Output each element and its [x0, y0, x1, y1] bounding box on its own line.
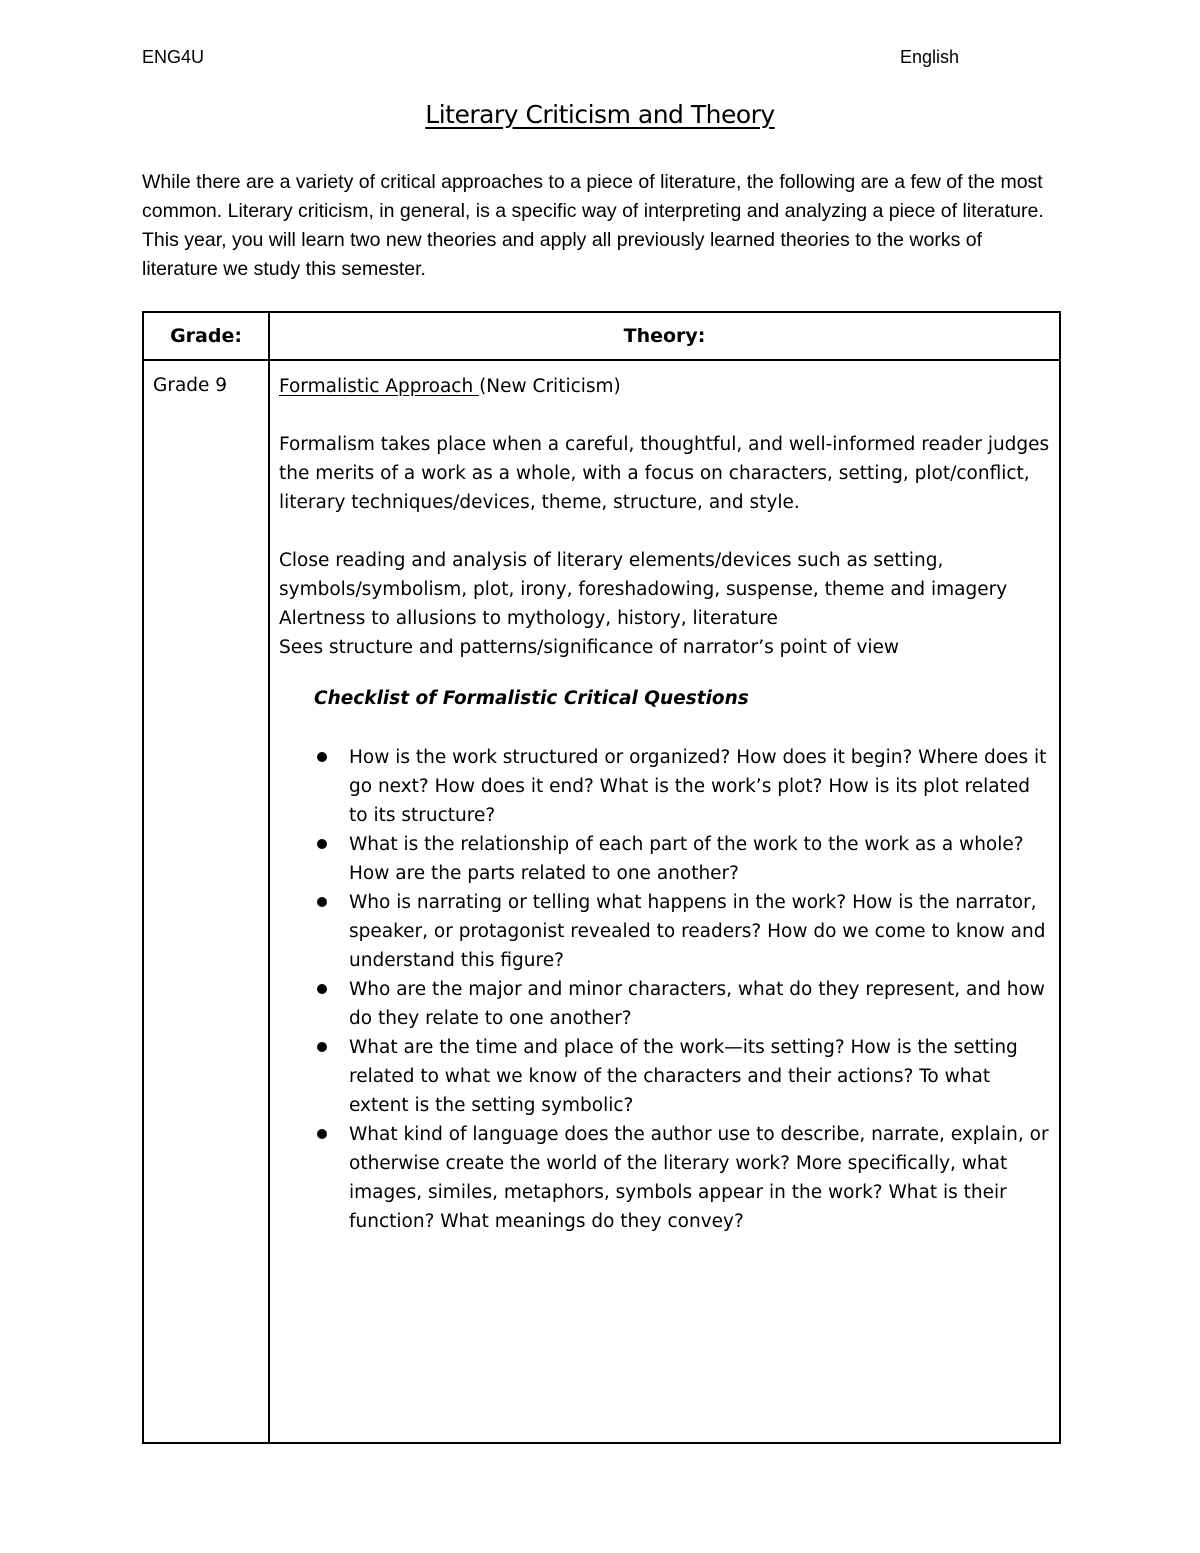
bullet-icon — [317, 1042, 327, 1052]
theory-column-header: Theory: — [269, 312, 1060, 360]
document-title: Literary Criticism and Theory — [425, 100, 775, 129]
course-code: ENG4U — [142, 47, 205, 67]
theory-cell — [269, 360, 1060, 1443]
grade-cell: Grade 9 — [143, 360, 269, 1443]
bullet-icon — [317, 984, 327, 994]
question-text: What kind of language does the author use to describe, narrate, explain, or otherwise create the world of the literary work? More specifically, what images, similes, metaphors, symbols appear in the work? What is their function? What meanings do they convey? — [349, 1124, 1049, 1232]
table-row — [143, 360, 1060, 1443]
list-item — [349, 830, 1051, 888]
intro-paragraph: While there are a variety of critical approaches to a piece of literature, the following are a few of the most common. Literary criticism, in general, is a specific way of interpreting and analyzing a piece of literature. This year, you will learn two new theories and apply all previously learned theories to the works of literature we study this semester. — [142, 171, 1044, 280]
question-text: Who is narrating or telling what happens in the work? How is the narrator, speaker, or protagonist revealed to readers? How do we come to know and understand this figure? — [349, 892, 1046, 971]
checklist-title: Checklist of Formalistic Critical Questions — [314, 688, 749, 709]
approach-point: Close reading and analysis of literary elements/devices such as setting, symbols/symbolism, plot, irony, foreshadowing, suspense, theme and imagery — [279, 550, 1008, 600]
approach-name: Formalistic Approach — [279, 376, 480, 397]
bullet-icon — [317, 839, 327, 849]
approach-description: Formalism takes place when a careful, thoughtful, and well-informed reader judges the merits of a work as a whole, with a focus on characters, setting, plot/conflict, literary techniques/devices, theme, structure, and style. — [279, 434, 1050, 513]
bullet-icon — [317, 1129, 327, 1139]
table-header-row — [143, 312, 1060, 360]
approach-point: Sees structure and patterns/significance of narrator’s point of view — [279, 637, 900, 658]
list-item — [349, 975, 1051, 1033]
bullet-icon — [317, 897, 327, 907]
theory-table — [142, 311, 1061, 1444]
question-text: Who are the major and minor characters, what do they represent, and how do they relate to one another? — [349, 979, 1045, 1029]
list-item — [349, 1120, 1051, 1236]
list-item — [349, 1033, 1051, 1120]
list-item — [349, 743, 1051, 830]
grade-column-header: Grade: — [143, 312, 269, 360]
question-text: What is the relationship of each part of the work to the work as a whole? How are the parts related to one another? — [349, 834, 1024, 884]
approach-point: Alertness to allusions to mythology, history, literature — [279, 608, 778, 629]
question-list — [279, 743, 1051, 1236]
bullet-icon — [317, 752, 327, 762]
list-item — [349, 888, 1051, 975]
question-text: What are the time and place of the work—its setting? How is the setting related to what we know of the characters and their actions? To what extent is the setting symbolic? — [349, 1037, 1018, 1116]
subject-label: English — [900, 47, 960, 67]
approach-title — [279, 372, 1051, 401]
approach-subtitle: (New Criticism) — [479, 376, 621, 397]
question-text: How is the work structured or organized? How does it begin? Where does it go next? How does it end? What is the work’s plot? How is its plot related to its structure? — [349, 747, 1047, 826]
